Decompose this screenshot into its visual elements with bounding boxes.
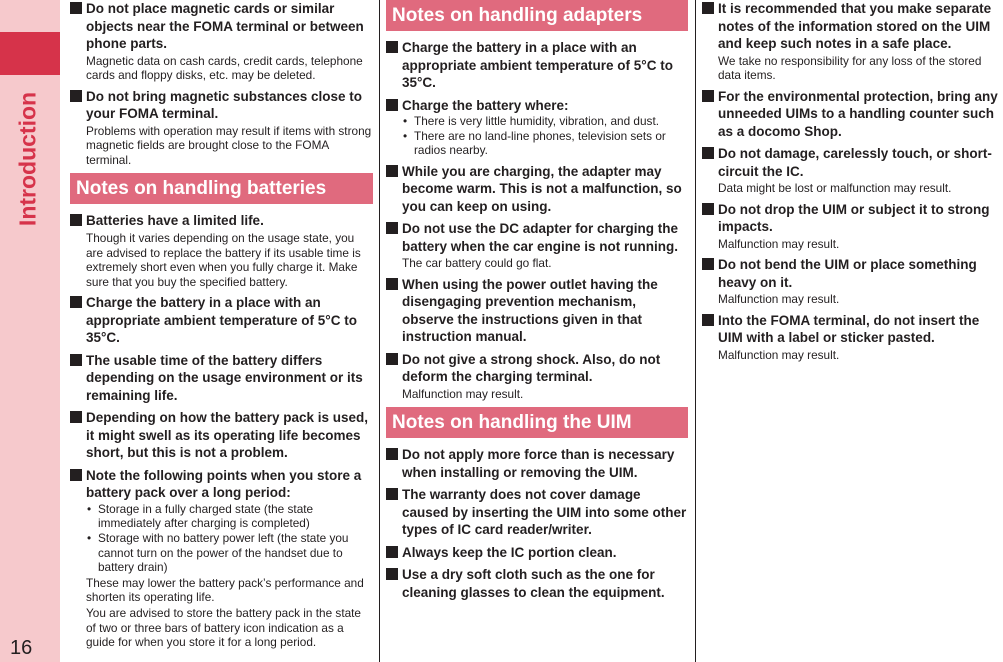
note-item: For the environmental protection, bring any unneeded UIMs to a handling counter such as a docomo Shop. bbox=[702, 88, 1002, 141]
note-item: Note the following points when you store a battery pack over a long period: • Storage in a fully charged state (the state immediately after charging is completed) • Storage with no battery power left (the state you cannot turn on the power of the handset due to battery drain) These may lower the battery pack’s performance and shorten its operating life. You are advised to store the battery pack in the state of two or three bars of battery icon indication as a guide for when you store it for a long period. bbox=[70, 467, 373, 650]
note-item: Batteries have a limited life. Though it varies depending on the usage state, you are advised to replace the battery if its usable time is extremely short even when you fully charge it. Make sure that you buy the specified battery. bbox=[70, 212, 373, 289]
note-item: Do not bend the UIM or place something heavy on it. Malfunction may result. bbox=[702, 256, 1002, 307]
bullet-item: • There is very little humidity, vibration, and dust. bbox=[403, 114, 659, 128]
note-item: The warranty does not cover damage caused by inserting the UIM into some other types of IC card reader/writer. bbox=[386, 486, 688, 539]
note-item: Charge the battery where: • There is very little humidity, vibration, and dust. • There are no land-line phones, television sets or radios nearby. bbox=[386, 97, 688, 158]
note-item: Charge the battery in a place with an appropriate ambient temperature of 5°C to 35°C. bbox=[386, 39, 688, 92]
note-item: Do not use the DC adapter for charging the battery when the car engine is not running. The car battery could go flat. bbox=[386, 220, 688, 271]
column-divider bbox=[695, 0, 696, 662]
column-1 bbox=[70, 0, 373, 655]
note-item: The usable time of the battery differs depending on the usage environment or its remaining life. bbox=[70, 352, 373, 405]
section-heading-uim: Notes on handling the UIM bbox=[386, 407, 688, 438]
chapter-sidebar bbox=[0, 0, 60, 662]
column-3 bbox=[702, 0, 1002, 368]
note-item: While you are charging, the adapter may become warm. This is not a malfunction, so you can keep on using. bbox=[386, 163, 688, 216]
note-item: Use a dry soft cloth such as the one for cleaning glasses to clean the equipment. bbox=[386, 566, 688, 601]
note-item: Do not give a strong shock. Also, do not deform the charging terminal. Malfunction may result. bbox=[386, 351, 688, 402]
note-item: Do not drop the UIM or subject it to strong impacts. Malfunction may result. bbox=[702, 201, 1002, 252]
note-item: Depending on how the battery pack is used, it might swell as its operating life becomes short, but this is not a problem. bbox=[70, 409, 373, 462]
page-number: 16 bbox=[10, 637, 33, 659]
bullet-item: • Storage in a fully charged state (the state immediately after charging is completed) bbox=[87, 501, 314, 531]
note-item: Do not damage, carelessly touch, or short-circuit the IC. Data might be lost or malfunction may result. bbox=[702, 145, 1002, 196]
note-item: It is recommended that you make separate notes of the information stored on the UIM and keep such notes in a safe place. We take no responsibility for any loss of the stored data items. bbox=[702, 0, 1002, 83]
note-item: Always keep the IC portion clean. bbox=[386, 544, 688, 562]
chapter-tab-marker bbox=[0, 32, 60, 75]
note-item: When using the power outlet having the disengaging prevention mechanism, observe the instructions given in that instruction manual. bbox=[386, 276, 688, 346]
note-item: Charge the battery in a place with an appropriate ambient temperature of 5°C to 35°C. bbox=[70, 294, 373, 347]
chapter-title: Introduction bbox=[14, 91, 41, 227]
note-item: Do not place magnetic cards or similar objects near the FOMA terminal or between phone parts. Magnetic data on cash cards, credit cards, telephone cards and floppy disks, etc. may be deleted. bbox=[70, 0, 373, 83]
bullet-item: • There are no land-line phones, television sets or radios nearby. bbox=[403, 128, 666, 158]
column-2 bbox=[386, 0, 688, 606]
section-heading-batteries: Notes on handling batteries bbox=[70, 173, 373, 204]
note-item: Do not bring magnetic substances close to your FOMA terminal. Problems with operation may result if items with strong magnetic fields are brought close to the FOMA terminal. bbox=[70, 88, 373, 168]
column-divider bbox=[379, 0, 380, 662]
bullet-item: • Storage with no battery power left (the state you cannot turn on the power of the handset due to battery drain) bbox=[87, 531, 349, 575]
section-heading-adapters: Notes on handling adapters bbox=[386, 0, 688, 31]
note-item: Into the FOMA terminal, do not insert the UIM with a label or sticker pasted. Malfunction may result. bbox=[702, 312, 1002, 363]
note-item: Do not apply more force than is necessary when installing or removing the UIM. bbox=[386, 446, 688, 481]
